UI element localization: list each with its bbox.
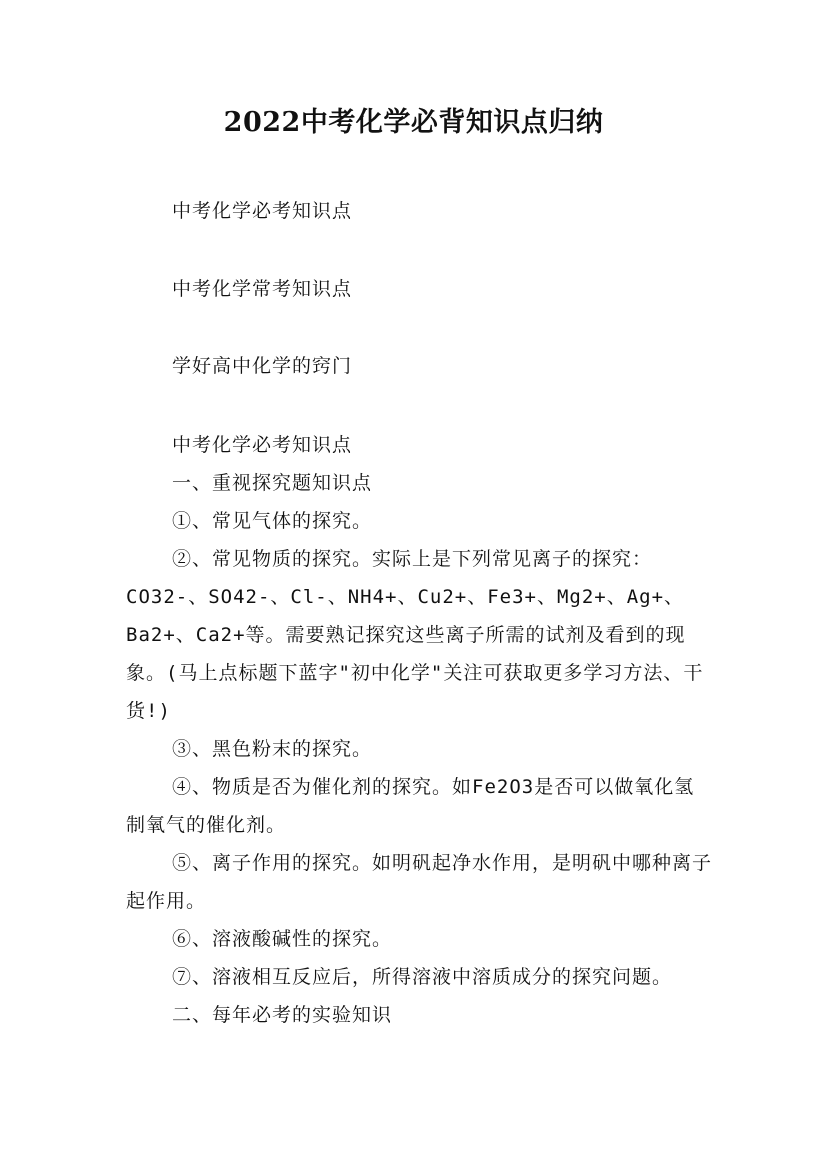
document-body <box>126 426 714 1034</box>
toc-link-2[interactable]: 中考化学常考知识点 <box>172 278 353 300</box>
list-item: ③、黑色粉末的探究。 <box>172 738 373 760</box>
toc-link-1[interactable]: 中考化学必考知识点 <box>172 200 353 222</box>
list-item: ⑥、溶液酸碱性的探究。 <box>172 928 393 950</box>
list-item: ①、常见气体的探究。 <box>172 510 373 532</box>
list-item: ⑦、溶液相互反应后，所得溶液中溶质成分的探究问题。 <box>172 966 673 988</box>
subsection-heading: 一、重视探究题知识点 <box>172 472 373 494</box>
list-item: ④、物质是否为催化剂的探究。如Fe2O3是否可以做氧化氢制氧气的催化剂。 <box>126 776 695 836</box>
section-heading: 中考化学必考知识点 <box>172 434 353 456</box>
list-item: ②、常见物质的探究。实际上是下列常见离子的探究：CO32-、SO42-、Cl-、NH4+、Cu2+、Fe3+、Mg2+、Ag+、Ba2+、Ca2+等。需要熟记探究这些离子所需的试剂及看到的现象。(马上点标题下蓝字"初中化学"关注可获取更多学习方法、干货!) <box>126 548 704 722</box>
list-item: ⑤、离子作用的探究。如明矾起净水作用，是明矾中哪种离子起作用。 <box>126 852 713 912</box>
subsection-heading: 二、每年必考的实验知识 <box>172 1004 393 1026</box>
toc-link-3[interactable]: 学好高中化学的窍门 <box>172 355 353 377</box>
document-title: 2022中考化学必背知识点归纳 <box>223 107 604 138</box>
